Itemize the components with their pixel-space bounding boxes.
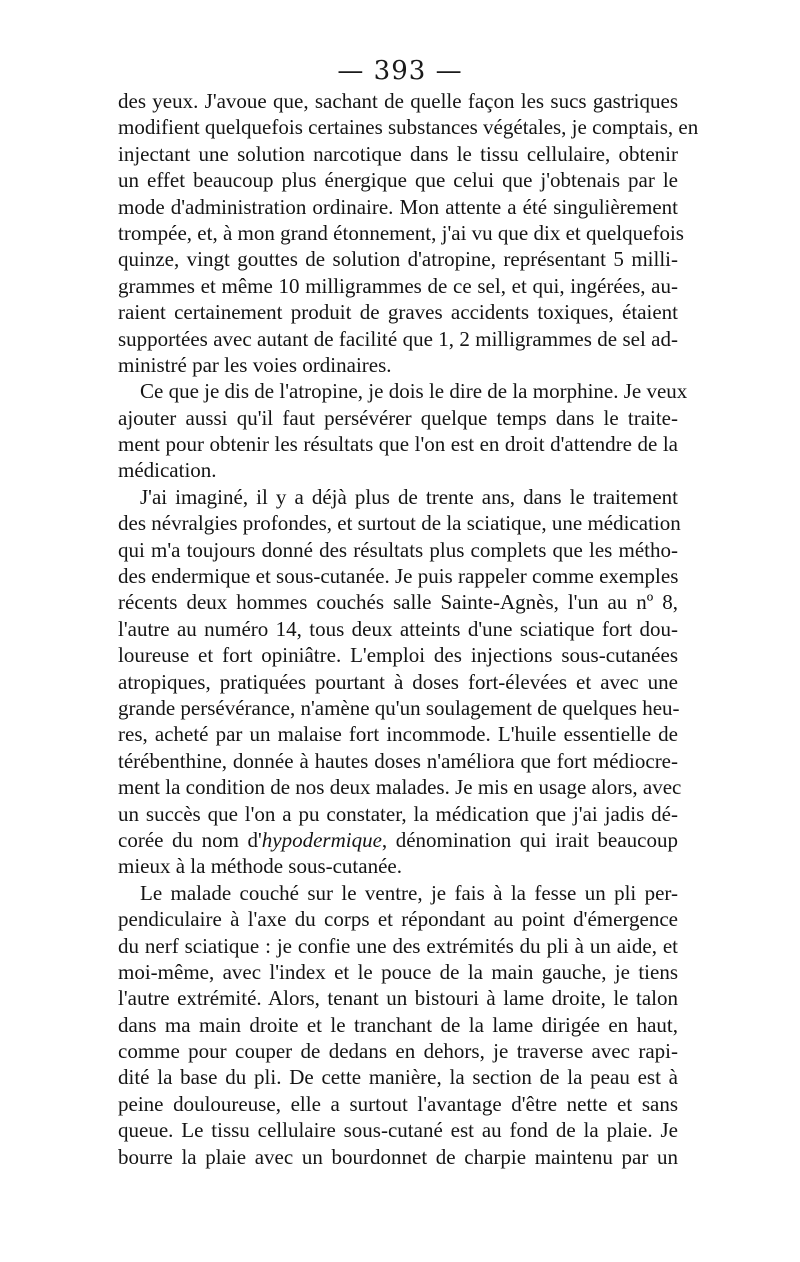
text-line: térébenthine, donnée à hautes doses n'améliora que fort médiocre- bbox=[118, 748, 678, 773]
text-line: comme pour couper de dedans en dehors, je traverse avec rapi- bbox=[118, 1039, 678, 1064]
text-line: dité la base du pli. De cette manière, la section de la peau est à bbox=[118, 1065, 678, 1090]
text-line: des endermique et sous-cutanée. Je puis rappeler comme exemples bbox=[118, 564, 679, 589]
text-line: trompée, et, à mon grand étonnement, j'ai vu que dix et quelquefois bbox=[118, 220, 684, 245]
text-line: dans ma main droite et le tranchant de la lame dirigée en haut, bbox=[118, 1012, 678, 1037]
text-line: grammes et même 10 milligrammes de ce sel, et qui, ingérées, au- bbox=[118, 273, 678, 298]
text-line: modifient quelquefois certaines substances végétales, je comptais, en bbox=[118, 115, 699, 140]
text-line: récents deux hommes couchés salle Sainte-Agnès, l'un au nº 8, bbox=[118, 590, 678, 615]
text-line: quinze, vingt gouttes de solution d'atropine, représentant 5 milli- bbox=[118, 247, 678, 272]
text-line: des névralgies profondes, et surtout de la sciatique, une médication bbox=[118, 511, 681, 536]
text-line-with-italic bbox=[118, 827, 678, 853]
text-line: médication. bbox=[118, 458, 217, 483]
page-number: — 393 — bbox=[337, 56, 463, 86]
text-line: ment la condition de nos deux malades. Je mis en usage alors, avec bbox=[118, 775, 682, 800]
text-line: loureuse et fort opiniâtre. L'emploi des injections sous-cutanées bbox=[118, 643, 678, 668]
text-line: l'autre extrémité. Alors, tenant un bistouri à lame droite, le talon bbox=[118, 986, 678, 1011]
text-line: des yeux. J'avoue que, sachant de quelle façon les sucs gastriques bbox=[118, 89, 678, 113]
text-line: mieux à la méthode sous-cutanée. bbox=[118, 854, 402, 879]
text-line: peine douloureuse, elle a surtout l'avantage d'être nette et sans bbox=[118, 1091, 678, 1116]
text-line: grande persévérance, n'amène qu'un soulagement de quelques heu- bbox=[118, 695, 680, 720]
text-line: ministré par les voies ordinaires. bbox=[118, 352, 392, 377]
text-line: pendiculaire à l'axe du corps et répondant au point d'émergence bbox=[118, 907, 678, 932]
text-line: du nerf sciatique : je confie une des extrémités du pli à un aide, et bbox=[118, 933, 678, 958]
text-line: Le malade couché sur le ventre, je fais à la fesse un pli per- bbox=[140, 880, 678, 905]
text-line: bourre la plaie avec un bourdonnet de charpie maintenu par un bbox=[118, 1144, 678, 1169]
text-segment: corée du nom d' bbox=[118, 827, 262, 852]
text-line: moi-même, avec l'index et le pouce de la main gauche, je tiens bbox=[118, 959, 678, 984]
text-line: l'autre au numéro 14, tous deux atteints d'une sciatique fort dou- bbox=[118, 616, 678, 641]
text-segment: , dénomination qui irait beaucoup bbox=[381, 827, 678, 852]
text-line: qui m'a toujours donné des résultats plus complets que les métho- bbox=[118, 537, 678, 562]
text-line: raient certainement produit de graves accidents toxiques, étaient bbox=[118, 300, 678, 325]
text-line: un succès que l'on a pu constater, la médication que j'ai jadis dé- bbox=[118, 801, 678, 826]
text-line: Ce que je dis de l'atropine, je dois le dire de la morphine. Je veux bbox=[140, 379, 688, 404]
text-line: queue. Le tissu cellulaire sous-cutané est au fond de la plaie. Je bbox=[118, 1118, 678, 1143]
text-line: mode d'administration ordinaire. Mon attente a été singulièrement bbox=[118, 194, 678, 219]
text-line: J'ai imaginé, il y a déjà plus de trente ans, dans le traitement bbox=[140, 484, 678, 509]
text-line: ajouter aussi qu'il faut persévérer quelque temps dans le traite- bbox=[118, 405, 678, 430]
text-line: res, acheté par un malaise fort incommode. L'huile essentielle de bbox=[118, 722, 678, 747]
text-line: injectant une solution narcotique dans le tissu cellulaire, obtenir bbox=[118, 141, 678, 166]
text-line: ment pour obtenir les résultats que l'on est en droit d'attendre de la bbox=[118, 432, 678, 457]
text-line: un effet beaucoup plus énergique que celui que j'obtenais par le bbox=[118, 168, 678, 193]
text-line: atropiques, pratiquées pourtant à doses fort-élevées et avec une bbox=[118, 669, 678, 694]
italic-term: hypodermique bbox=[261, 827, 382, 852]
text-line: supportées avec autant de facilité que 1, 2 milligrammes de sel ad- bbox=[118, 326, 678, 351]
body-text bbox=[118, 88, 699, 1170]
